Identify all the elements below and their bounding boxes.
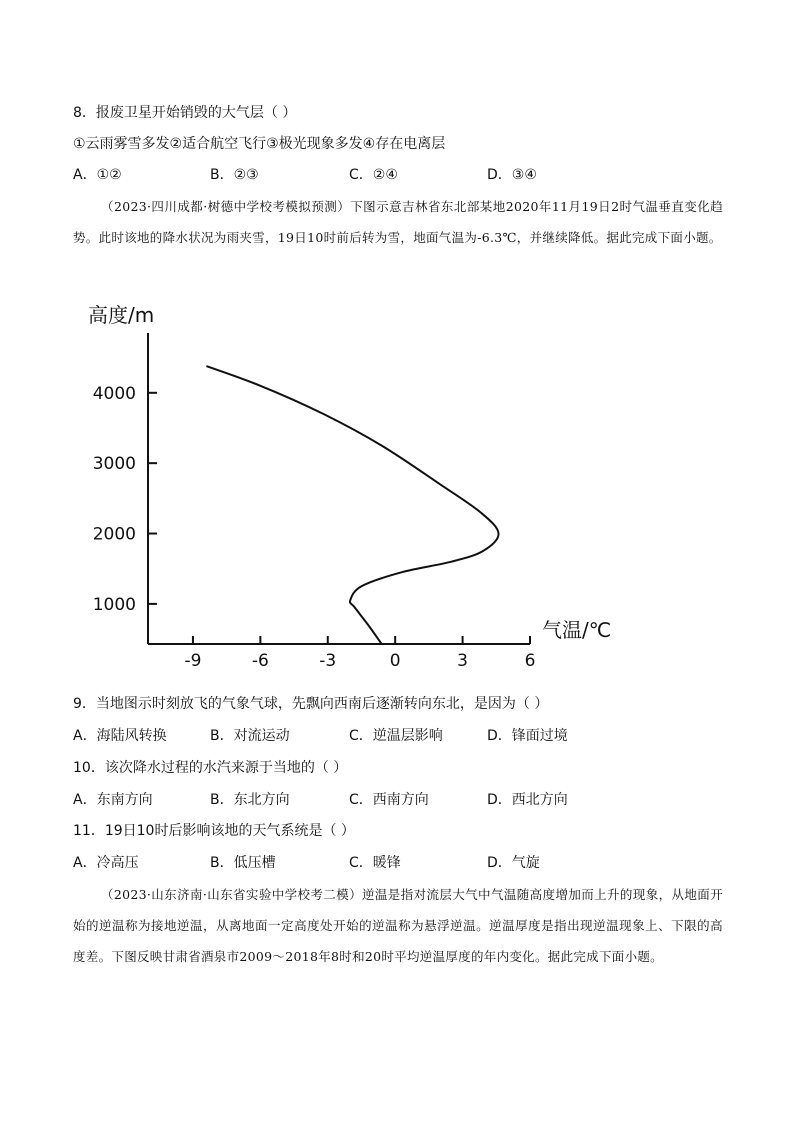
question-8-option-b: B．②③ bbox=[210, 167, 259, 183]
question-9-option-a: A．海陆风转换 bbox=[73, 728, 167, 744]
question-9-option-c: C．逆温层影响 bbox=[349, 728, 443, 744]
x-tick-label: -6 bbox=[251, 651, 269, 671]
question-8-stem: 8．报废卫星开始销毁的大气层（ ） bbox=[73, 105, 297, 121]
y-tick-label: 1000 bbox=[92, 594, 136, 615]
y-tick-label: 3000 bbox=[92, 454, 136, 475]
question-10-option-d: D．西北方向 bbox=[487, 792, 568, 808]
question-10-option-b: B．东北方向 bbox=[210, 792, 290, 808]
question-10-option-c: C．西南方向 bbox=[349, 792, 429, 808]
question-8-option-c: C．②④ bbox=[349, 167, 398, 183]
x-tick-label: 6 bbox=[524, 651, 536, 671]
x-tick-label: 3 bbox=[457, 651, 469, 671]
question-8-option-a: A．①② bbox=[73, 167, 122, 183]
question-8-option-d: D．③④ bbox=[487, 167, 537, 183]
question-9-option-b: B．对流运动 bbox=[210, 728, 290, 744]
question-10-stem: 10．该次降水过程的水汽来源于当地的（ ） bbox=[73, 760, 348, 776]
question-9-stem: 9．当地图示时刻放飞的气象气球，先飘向西南后逐渐转向东北，是因为（ ） bbox=[73, 696, 549, 712]
temperature-height-chart bbox=[70, 290, 650, 675]
question-8-items: ①云雨雾雪多发②适合航空飞行③极光现象多发④存在电离层 bbox=[73, 136, 446, 152]
question-11-option-a: A．冷高压 bbox=[73, 855, 139, 871]
y-tick-label: 4000 bbox=[92, 383, 136, 404]
y-axis-label: 高度/m bbox=[88, 303, 155, 327]
question-group-intro-1: （2023·四川成都·树德中学校考模拟预测）下图示意吉林省东北部某地2020年11月19日2时气温垂直变化趋势。此时该地的降水状况为雨夹雪，19日10时前后转为雪，地面气温为-6.3℃，并继续降低。据此完成下面小题。 bbox=[73, 199, 723, 245]
x-tick-label: 0 bbox=[389, 651, 401, 671]
question-10-option-a: A．东南方向 bbox=[73, 792, 153, 808]
y-tick-label: 2000 bbox=[92, 524, 136, 545]
question-9-option-d: D．锋面过境 bbox=[487, 728, 568, 744]
x-tick-label: -9 bbox=[184, 651, 202, 671]
question-11-option-d: D．气旋 bbox=[487, 855, 540, 871]
temperature-curve bbox=[206, 366, 498, 644]
question-11-option-c: C．暖锋 bbox=[349, 855, 401, 871]
question-11-stem: 11．19日10时后影响该地的天气系统是（ ） bbox=[73, 823, 355, 839]
question-group-intro-2: （2023·山东济南·山东省实验中学校考二模）逆温是指对流层大气中气温随高度增加而上升的现象，从地面开始的逆温称为接地逆温，从离地面一定高度处开始的逆温称为悬浮逆温。逆温厚度是指出现逆温现象上、下限的高度差。下图反映甘肃省酒泉市2009～2018年8时和20时平均逆温厚度的年内变化。据此完成下面小题。 bbox=[73, 887, 723, 964]
x-tick-label: -3 bbox=[319, 651, 337, 671]
question-11-option-b: B．低压槽 bbox=[210, 855, 276, 871]
x-axis-label: 气温/℃ bbox=[542, 618, 612, 642]
